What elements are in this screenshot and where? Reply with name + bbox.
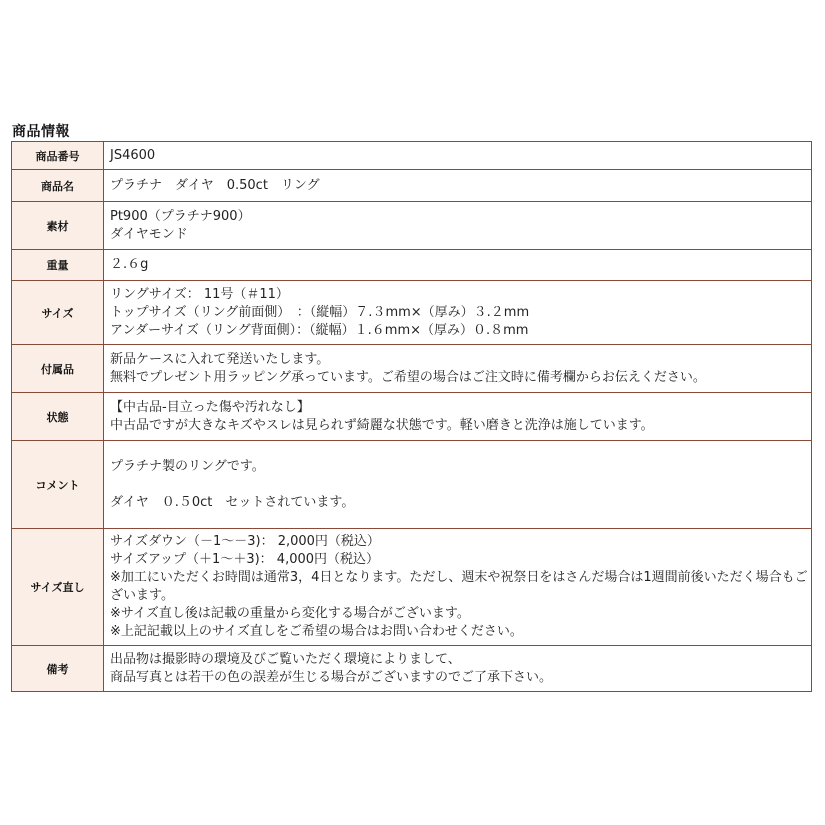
row-value: [104, 345, 812, 393]
value-line: ※上記記載以上のサイズ直しをご希望の場合はお問い合わせください。: [110, 624, 523, 639]
value-line: ２.６g: [110, 257, 149, 272]
row-value: [104, 646, 812, 692]
row-label: 状態: [12, 393, 104, 441]
table-row-product-name: [12, 170, 812, 202]
value-line: 出品物は撮影時の環境及びご覧いただく環境によりまして、: [110, 651, 461, 667]
value-line: JS4600: [110, 147, 156, 163]
table-row-weight: [12, 250, 812, 281]
row-value: [104, 393, 812, 441]
value-line: 新品ケースに入れて発送いたします。: [110, 351, 330, 367]
table-row-condition: [12, 393, 812, 441]
value-line: ※加工にいただくお時間は通常3，4日となります。ただし、週末や祝祭日をはさんだ場合は1週間前後いただく場合もございます。: [110, 570, 808, 603]
value-line: サイズダウン（－1～－3)： 2,000円（税込）: [110, 534, 380, 549]
value-line: トップサイズ（リング前面側） ：（縦幅）７.３mm×（厚み）３.２mm: [110, 304, 530, 320]
row-label: 重量: [12, 250, 104, 281]
value-line: Pt900（プラチナ900）: [110, 208, 251, 224]
row-label: 素材: [12, 202, 104, 250]
row-label: コメント: [12, 441, 104, 529]
row-label: 商品番号: [12, 142, 104, 170]
row-label: 付属品: [12, 345, 104, 393]
value-line: 無料でプレゼント用ラッピング承っています。ご希望の場合はご注文時に備考欄からお伝えください。: [110, 369, 706, 385]
table-row-comment: [12, 441, 812, 529]
value-line: [110, 476, 811, 494]
table-row-resizing: [12, 529, 812, 646]
product-info-table: [11, 141, 812, 692]
value-line: ※サイズ直し後は記載の重量から変化する場合がございます。: [110, 606, 470, 621]
section-title: 商品情報: [12, 124, 70, 140]
value-line: ダイヤモンド: [110, 226, 188, 242]
value-line: アンダーサイズ（リング背面側）：（縦幅）１.６mm×（厚み）０.８mm: [110, 322, 529, 338]
table-row-material: [12, 202, 812, 250]
row-label: 商品名: [12, 170, 104, 202]
value-line: 【中古品-目立った傷や汚れなし】: [110, 399, 310, 415]
row-value: [104, 202, 812, 250]
row-value: [104, 170, 812, 202]
row-label: サイズ直し: [12, 529, 104, 646]
value-line: プラチナ ダイヤ 0.50ct リング: [110, 177, 320, 193]
row-value: [104, 281, 812, 345]
value-line: ダイヤ ０.５0ct セットされています。: [110, 494, 355, 510]
table-row-product-number: [12, 142, 812, 170]
table-row-notes: [12, 646, 812, 692]
value-line: サイズアップ（＋1～＋3)： 4,000円（税込）: [110, 552, 380, 567]
row-label: サイズ: [12, 281, 104, 345]
row-value: [104, 142, 812, 170]
value-line: 商品写真とは若干の色の誤差が生じる場合がございますのでご了承下さい。: [110, 669, 553, 685]
row-value: [104, 250, 812, 281]
row-value: [104, 441, 812, 529]
value-line: リングサイズ： 11号（＃11）: [110, 286, 289, 302]
table-row-size: [12, 281, 812, 345]
row-label: 備考: [12, 646, 104, 692]
value-line: プラチナ製のリングです。: [110, 458, 265, 474]
row-value: [104, 529, 812, 646]
table-row-accessories: [12, 345, 812, 393]
value-line: 中古品ですが大きなキズやスレは見られず綺麗な状態です。軽い磨きと洗浄は施しています。: [110, 417, 654, 433]
